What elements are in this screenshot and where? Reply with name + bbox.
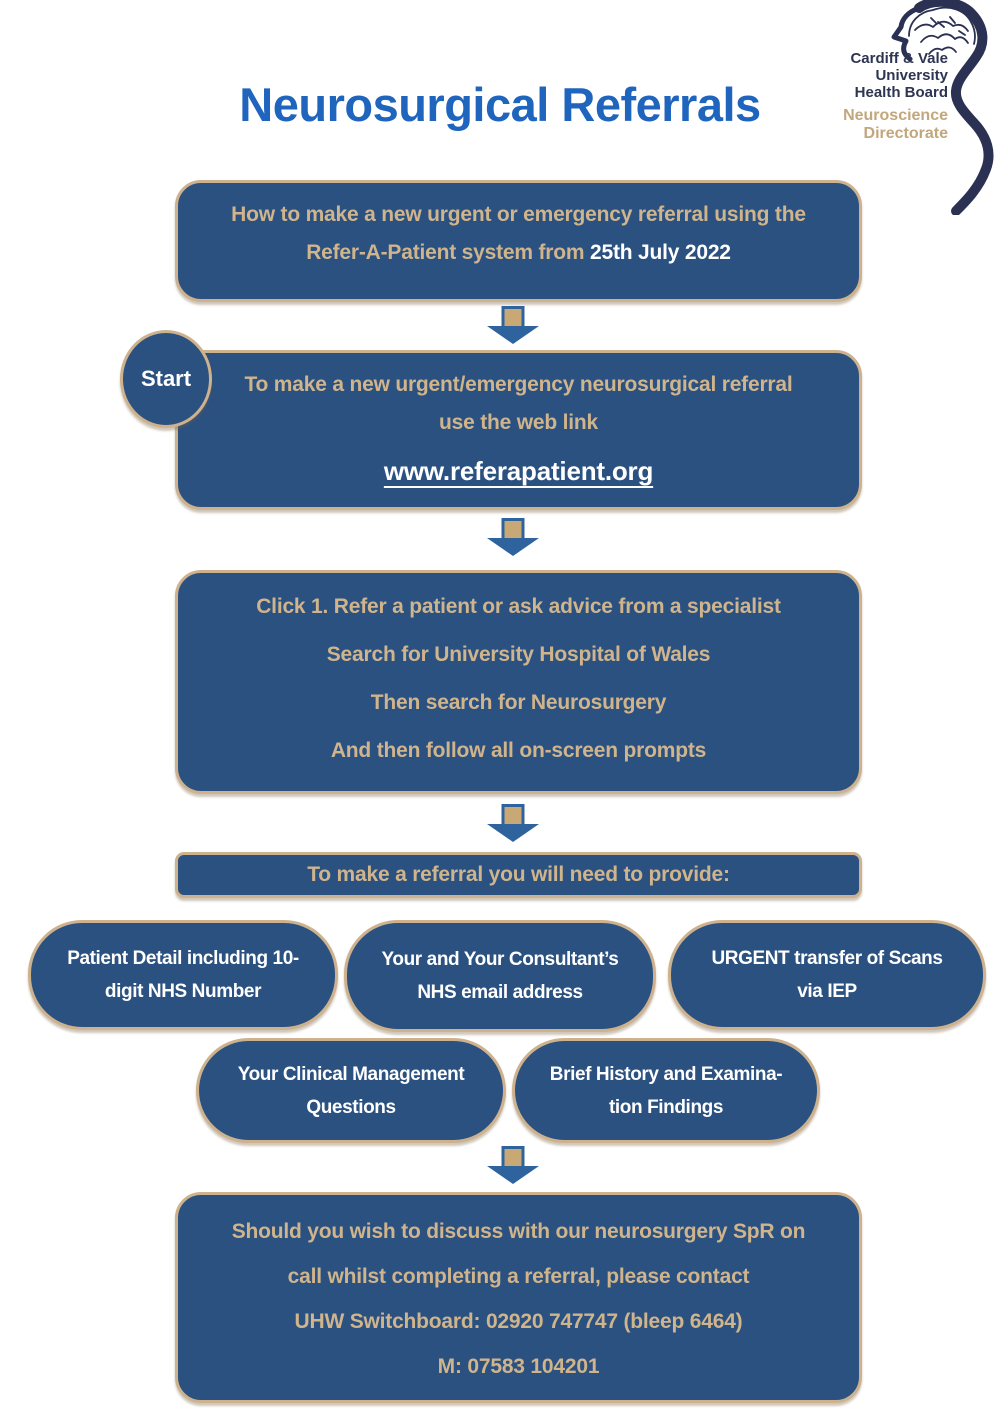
down-arrow-icon <box>483 518 543 558</box>
logo-dept-line: Directorate <box>863 125 948 142</box>
contact-line: UHW Switchboard: 02920 747747 (bleep 6464) <box>294 1310 743 1333</box>
page-title: Neurosurgical Referrals <box>239 78 761 132</box>
logo-dept-line: Neuroscience <box>843 107 948 124</box>
weblink-line: use the web link <box>438 411 598 434</box>
contact-line: M: 07583 104201 <box>437 1355 600 1378</box>
intro-line <box>178 234 859 272</box>
logo-org-line: Health Board <box>854 84 948 101</box>
requirement-pill <box>668 920 986 1030</box>
pill-line: URGENT transfer of Scans <box>711 948 943 969</box>
provide-header-label: To make a referral you will need to provide: <box>307 863 730 886</box>
logo-org-line: Cardiff & Vale <box>850 50 948 67</box>
contact-box <box>175 1192 862 1403</box>
weblink-line: To make a new urgent/emergency neurosurgical referral <box>244 373 793 396</box>
down-arrow-icon <box>483 1146 543 1186</box>
intro-line: How to make a new urgent or emergency referral using the <box>231 203 806 226</box>
pill-line: Your and Your Consultant’s <box>381 949 619 970</box>
pill-line: tion Findings <box>608 1096 724 1118</box>
pill-line: Brief History and Examina- <box>549 1063 783 1085</box>
step-line: And then follow all on-screen prompts <box>330 739 707 762</box>
contact-line: call whilst completing a referral, please contact <box>287 1265 750 1288</box>
pill-line: digit NHS Number <box>104 981 262 1002</box>
go-live-date: 25th July 2022 <box>590 241 731 264</box>
down-arrow-icon <box>483 306 543 346</box>
down-arrow-icon <box>483 804 543 844</box>
pill-line: Your Clinical Management <box>237 1063 465 1085</box>
pill-line: via IEP <box>797 981 857 1002</box>
provide-header <box>175 852 862 898</box>
step-line: Click 1. Refer a patient or ask advice from a specialist <box>256 595 781 618</box>
refer-a-patient-link[interactable]: www.referapatient.org <box>383 456 654 486</box>
logo-org-line: University <box>875 67 948 84</box>
pill-line: Patient Detail including 10- <box>67 948 299 969</box>
intro-box <box>175 180 862 302</box>
start-badge <box>120 330 212 428</box>
step-line: Search for University Hospital of Wales <box>326 643 711 666</box>
requirement-pill <box>512 1038 820 1143</box>
intro-line-prefix: Refer-A-Patient system from <box>306 241 590 264</box>
requirement-pill <box>28 920 338 1030</box>
weblink-box <box>175 350 862 510</box>
steps-box <box>175 570 862 794</box>
pill-line: NHS email address <box>417 982 583 1003</box>
step-line: Then search for Neurosurgery <box>370 691 667 714</box>
pill-line: Questions <box>306 1096 396 1118</box>
requirement-pill <box>196 1038 506 1143</box>
health-board-wordmark <box>843 50 948 143</box>
contact-line: Should you wish to discuss with our neurosurgery SpR on <box>231 1220 806 1243</box>
start-label: Start <box>140 366 192 391</box>
requirement-pill <box>344 920 656 1032</box>
